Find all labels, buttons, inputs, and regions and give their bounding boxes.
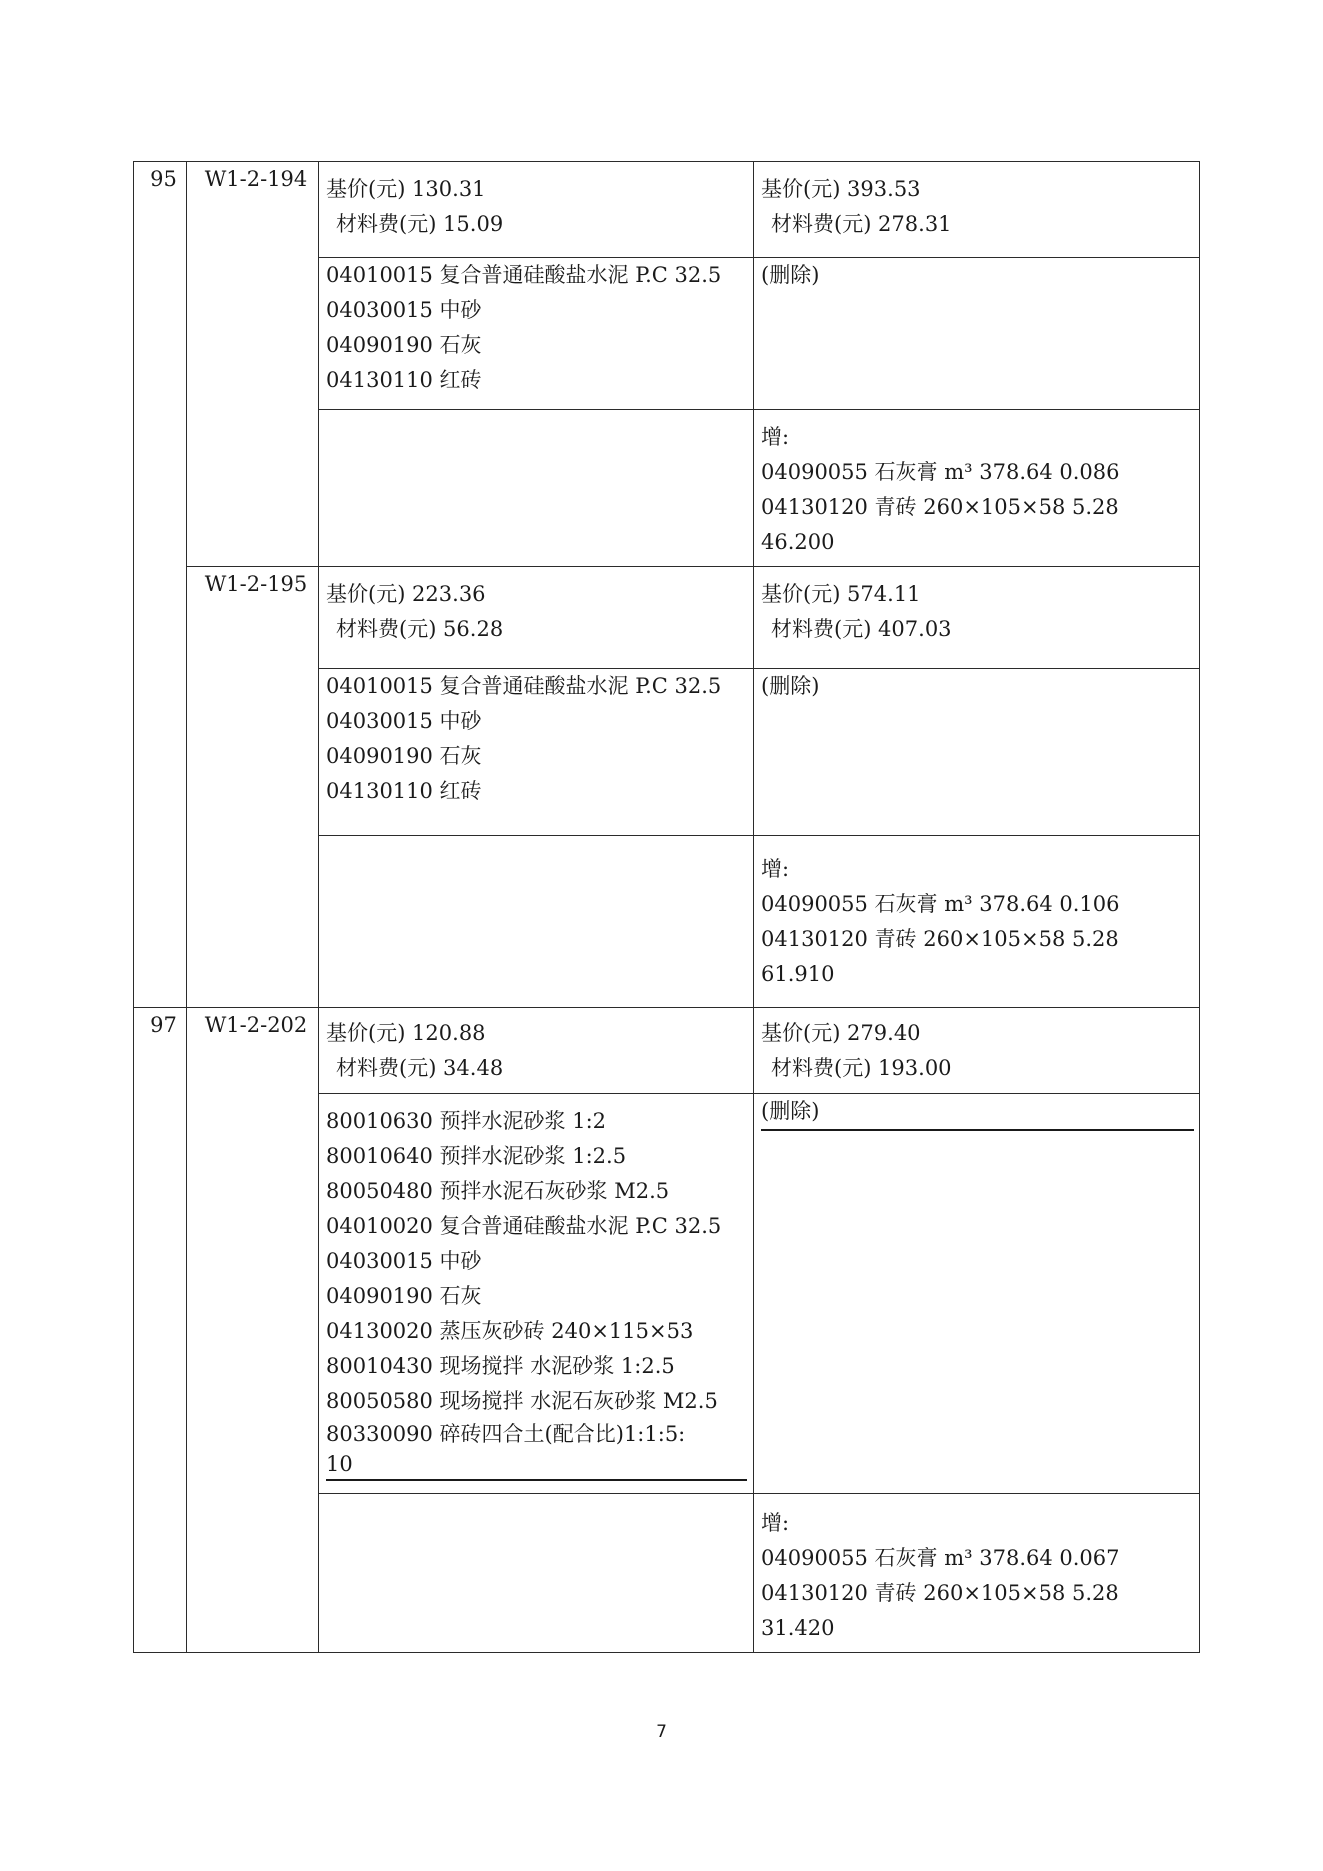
group-number: 97: [150, 1013, 177, 1037]
added-material-line: 04090055 石灰膏 m³ 378.64 0.067: [761, 1546, 1120, 1570]
empty-cell: [319, 1494, 754, 1653]
base-price-new: 基价(元) 393.53: [761, 177, 921, 201]
delete-label: (删除): [761, 1094, 1194, 1131]
delete-label: (删除): [761, 674, 820, 698]
price-new-cell: [754, 162, 1200, 258]
group-number-cell: [134, 1008, 187, 1653]
material-fee-old: 材料费(元) 56.28: [336, 617, 504, 641]
material-line: 04090190 石灰: [326, 1284, 482, 1308]
page-number: 7: [656, 1722, 667, 1742]
material-fee-new: 材料费(元) 407.03: [771, 617, 952, 641]
material-fee-new: 材料费(元) 193.00: [771, 1056, 952, 1080]
added-material-line: 04130120 青砖 260×105×58 5.28: [761, 1581, 1119, 1605]
material-line: 04030015 中砂: [326, 298, 482, 322]
material-line: 04010020 复合普通硅酸盐水泥 P.C 32.5: [326, 1214, 722, 1238]
item-code: W1-2-194: [204, 167, 308, 191]
price-row: [134, 567, 1200, 669]
material-line: 04130110 红砖: [326, 368, 482, 392]
group-number-cell: [134, 162, 187, 1008]
item-code-cell: [187, 567, 319, 1008]
material-fee-new: 材料费(元) 278.31: [771, 212, 952, 236]
material-line: 04090190 石灰: [326, 744, 482, 768]
add-label: 增:: [761, 1511, 790, 1535]
material-fee-old: 材料费(元) 15.09: [336, 212, 504, 236]
material-fee-old: 材料费(元) 34.48: [336, 1056, 504, 1080]
added-material-line: 31.420: [761, 1616, 835, 1640]
added-material-line: 61.910: [761, 962, 835, 986]
item-code: W1-2-195: [204, 572, 308, 596]
added-materials-cell: [754, 1494, 1200, 1653]
material-line: 04030015 中砂: [326, 1249, 482, 1273]
empty-cell: [319, 836, 754, 1008]
material-line: 80330090 碎砖四合土(配合比)1:1:5:: [326, 1422, 686, 1446]
added-material-line: 04130120 青砖 260×105×58 5.28: [761, 495, 1119, 519]
material-line: 04030015 中砂: [326, 709, 482, 733]
base-price-new: 基价(元) 279.40: [761, 1021, 921, 1045]
group-number: 95: [150, 167, 177, 191]
delete-cell: [754, 669, 1200, 836]
delete-label: (删除): [761, 263, 820, 287]
added-material-line: 04090055 石灰膏 m³ 378.64 0.106: [761, 892, 1120, 916]
added-material-line: 46.200: [761, 530, 835, 554]
material-line: 04130110 红砖: [326, 779, 482, 803]
price-new-cell: [754, 1008, 1200, 1094]
delete-cell: [754, 258, 1200, 410]
item-code: W1-2-202: [204, 1013, 308, 1037]
base-price-new: 基价(元) 574.11: [761, 582, 921, 606]
base-price-old: 基价(元) 223.36: [326, 582, 486, 606]
item-code-cell: [187, 162, 319, 567]
added-material-line: 04090055 石灰膏 m³ 378.64 0.086: [761, 460, 1120, 484]
removed-materials-cell: [319, 669, 754, 836]
material-line: 80010430 现场搅拌 水泥砂浆 1:2.5: [326, 1354, 675, 1378]
price-row: [134, 162, 1200, 258]
price-new-cell: [754, 567, 1200, 669]
add-label: 增:: [761, 425, 790, 449]
base-price-old: 基价(元) 120.88: [326, 1021, 486, 1045]
item-code-cell: [187, 1008, 319, 1653]
added-materials-cell: [754, 410, 1200, 567]
material-line: 80010630 预拌水泥砂浆 1:2: [326, 1109, 607, 1133]
delete-cell: [754, 1094, 1200, 1494]
price-old-cell: [319, 162, 754, 258]
price-old-cell: [319, 567, 754, 669]
added-materials-cell: [754, 836, 1200, 1008]
add-label: 增:: [761, 857, 790, 881]
price-row: [134, 1008, 1200, 1094]
base-price-old: 基价(元) 130.31: [326, 177, 486, 201]
material-line: 04010015 复合普通硅酸盐水泥 P.C 32.5: [326, 674, 722, 698]
material-line: 04090190 石灰: [326, 333, 482, 357]
material-line: 80050580 现场搅拌 水泥石灰砂浆 M2.5: [326, 1389, 718, 1413]
empty-cell: [319, 410, 754, 567]
price-old-cell: [319, 1008, 754, 1094]
added-material-line: 04130120 青砖 260×105×58 5.28: [761, 927, 1119, 951]
revision-table: [133, 161, 1200, 1653]
material-line: 80010640 预拌水泥砂浆 1:2.5: [326, 1144, 627, 1168]
material-line: 80050480 预拌水泥石灰砂浆 M2.5: [326, 1179, 670, 1203]
material-line-underlined: 10: [326, 1449, 747, 1481]
removed-materials-cell: [319, 1094, 754, 1494]
material-line: 04010015 复合普通硅酸盐水泥 P.C 32.5: [326, 263, 722, 287]
removed-materials-cell: [319, 258, 754, 410]
material-line: 04130020 蒸压灰砂砖 240×115×53: [326, 1319, 694, 1343]
